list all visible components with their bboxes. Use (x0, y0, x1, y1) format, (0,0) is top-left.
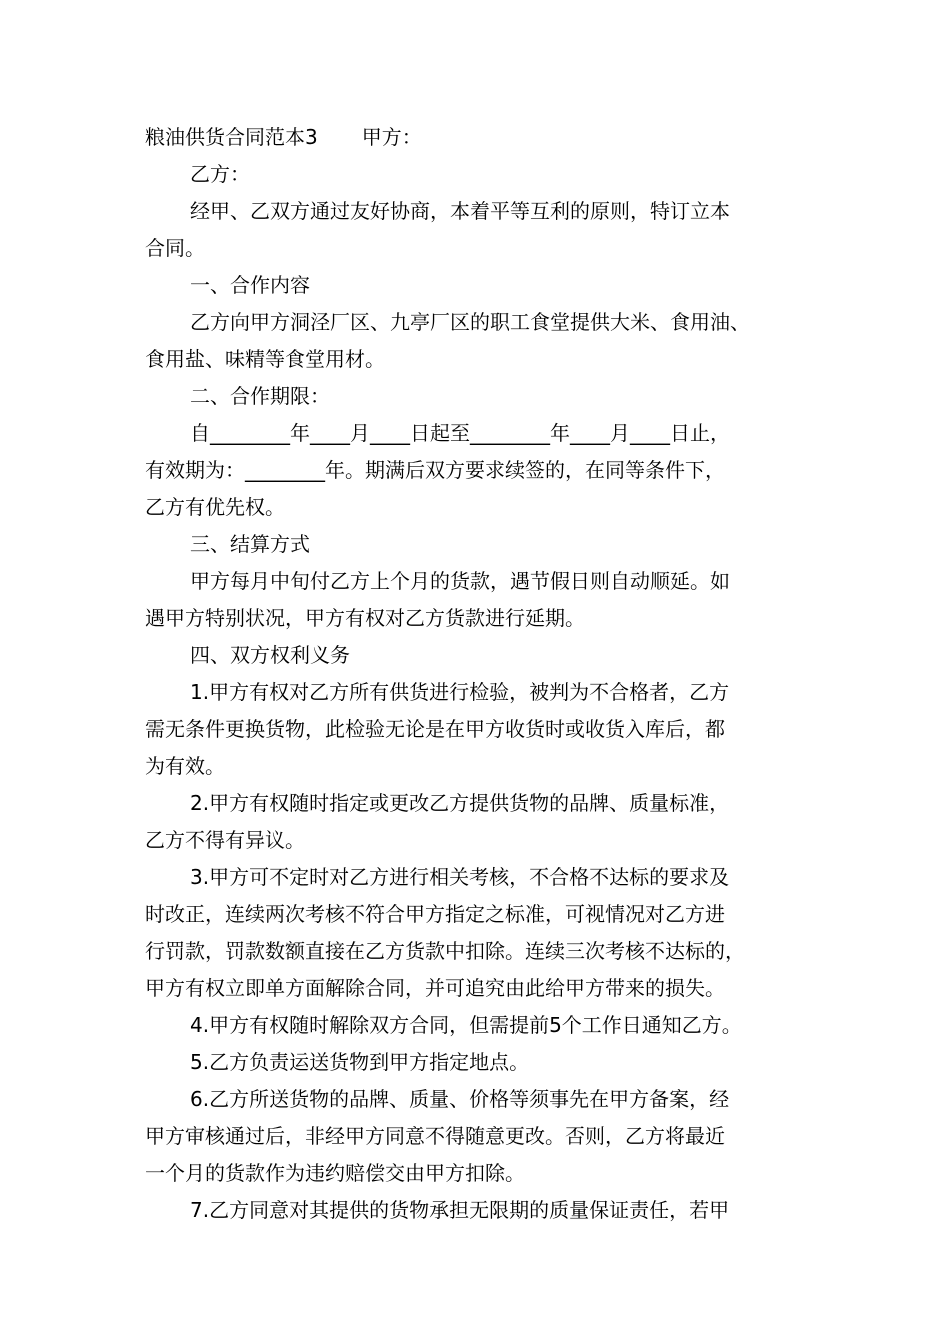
section3-heading: 三、结算方式 (190, 532, 310, 556)
document-body (145, 119, 810, 1229)
list-item: 1.甲方有权对乙方所有供货进行检验，被判为不合格者，乙方 需无条件更换货物，此检验无论是在甲方收货时或收货入库后，都 为有效。 (145, 680, 730, 778)
intro-paragraph: 经甲、乙双方通过友好协商，本着平等互利的原则，特订立本 合同。 (145, 199, 730, 260)
list-item: 7.乙方同意对其提供的货物承担无限期的质量保证责任，若甲 (190, 1198, 730, 1222)
list-item: 2.甲方有权随时指定或更改乙方提供货物的品牌、质量标准， 乙方不得有异议。 (145, 791, 730, 852)
title-line (145, 119, 810, 156)
list-item: 6.乙方所送货物的品牌、质量、价格等须事先在甲方备案，经 甲方审核通过后，非经甲方同意不得随意更改。否则，乙方将最近 一个月的货款作为违约赔偿交由甲方扣除。 (145, 1087, 730, 1185)
section2-heading: 二、合作期限： (190, 384, 330, 408)
section4-heading: 四、双方权利义务 (190, 643, 350, 667)
section1-body: 乙方向甲方洞泾厂区、九亭厂区的职工食堂提供大米、食用油、 食用盐、味精等食堂用材。 (145, 310, 750, 371)
section3-body: 甲方每月中旬付乙方上个月的货款，遇节假日则自动顺延。如 遇甲方特别状况，甲方有权对乙方货款进行延期。 (145, 569, 730, 630)
list-item: 4.甲方有权随时解除双方合同，但需提前5个工作日通知乙方。 (190, 1013, 742, 1037)
document-title: 粮油供货合同范本3 (145, 125, 318, 149)
party-b-label: 乙方： (190, 162, 250, 186)
list-item: 3.甲方可不定时对乙方进行相关考核，不合格不达标的要求及 时改正，连续两次考核不符合甲方指定之标准，可视情况对乙方进 行罚款，罚款数额直接在乙方货款中扣除。连续三次考核不达标的， 甲方有权立即单方面解除合同，并可追究由此给甲方带来的损失。 (145, 865, 745, 1000)
party-a-label: 甲方： (361, 125, 422, 149)
section2-body: 自________年____月____日起至________年____月____日止， 有效期为：________年。期满后双方要求续签的，在同等条件下， 乙方有优先权。 (145, 421, 730, 519)
section1-heading: 一、合作内容 (190, 273, 310, 297)
list-item: 5.乙方负责运送货物到甲方指定地点。 (190, 1050, 530, 1074)
